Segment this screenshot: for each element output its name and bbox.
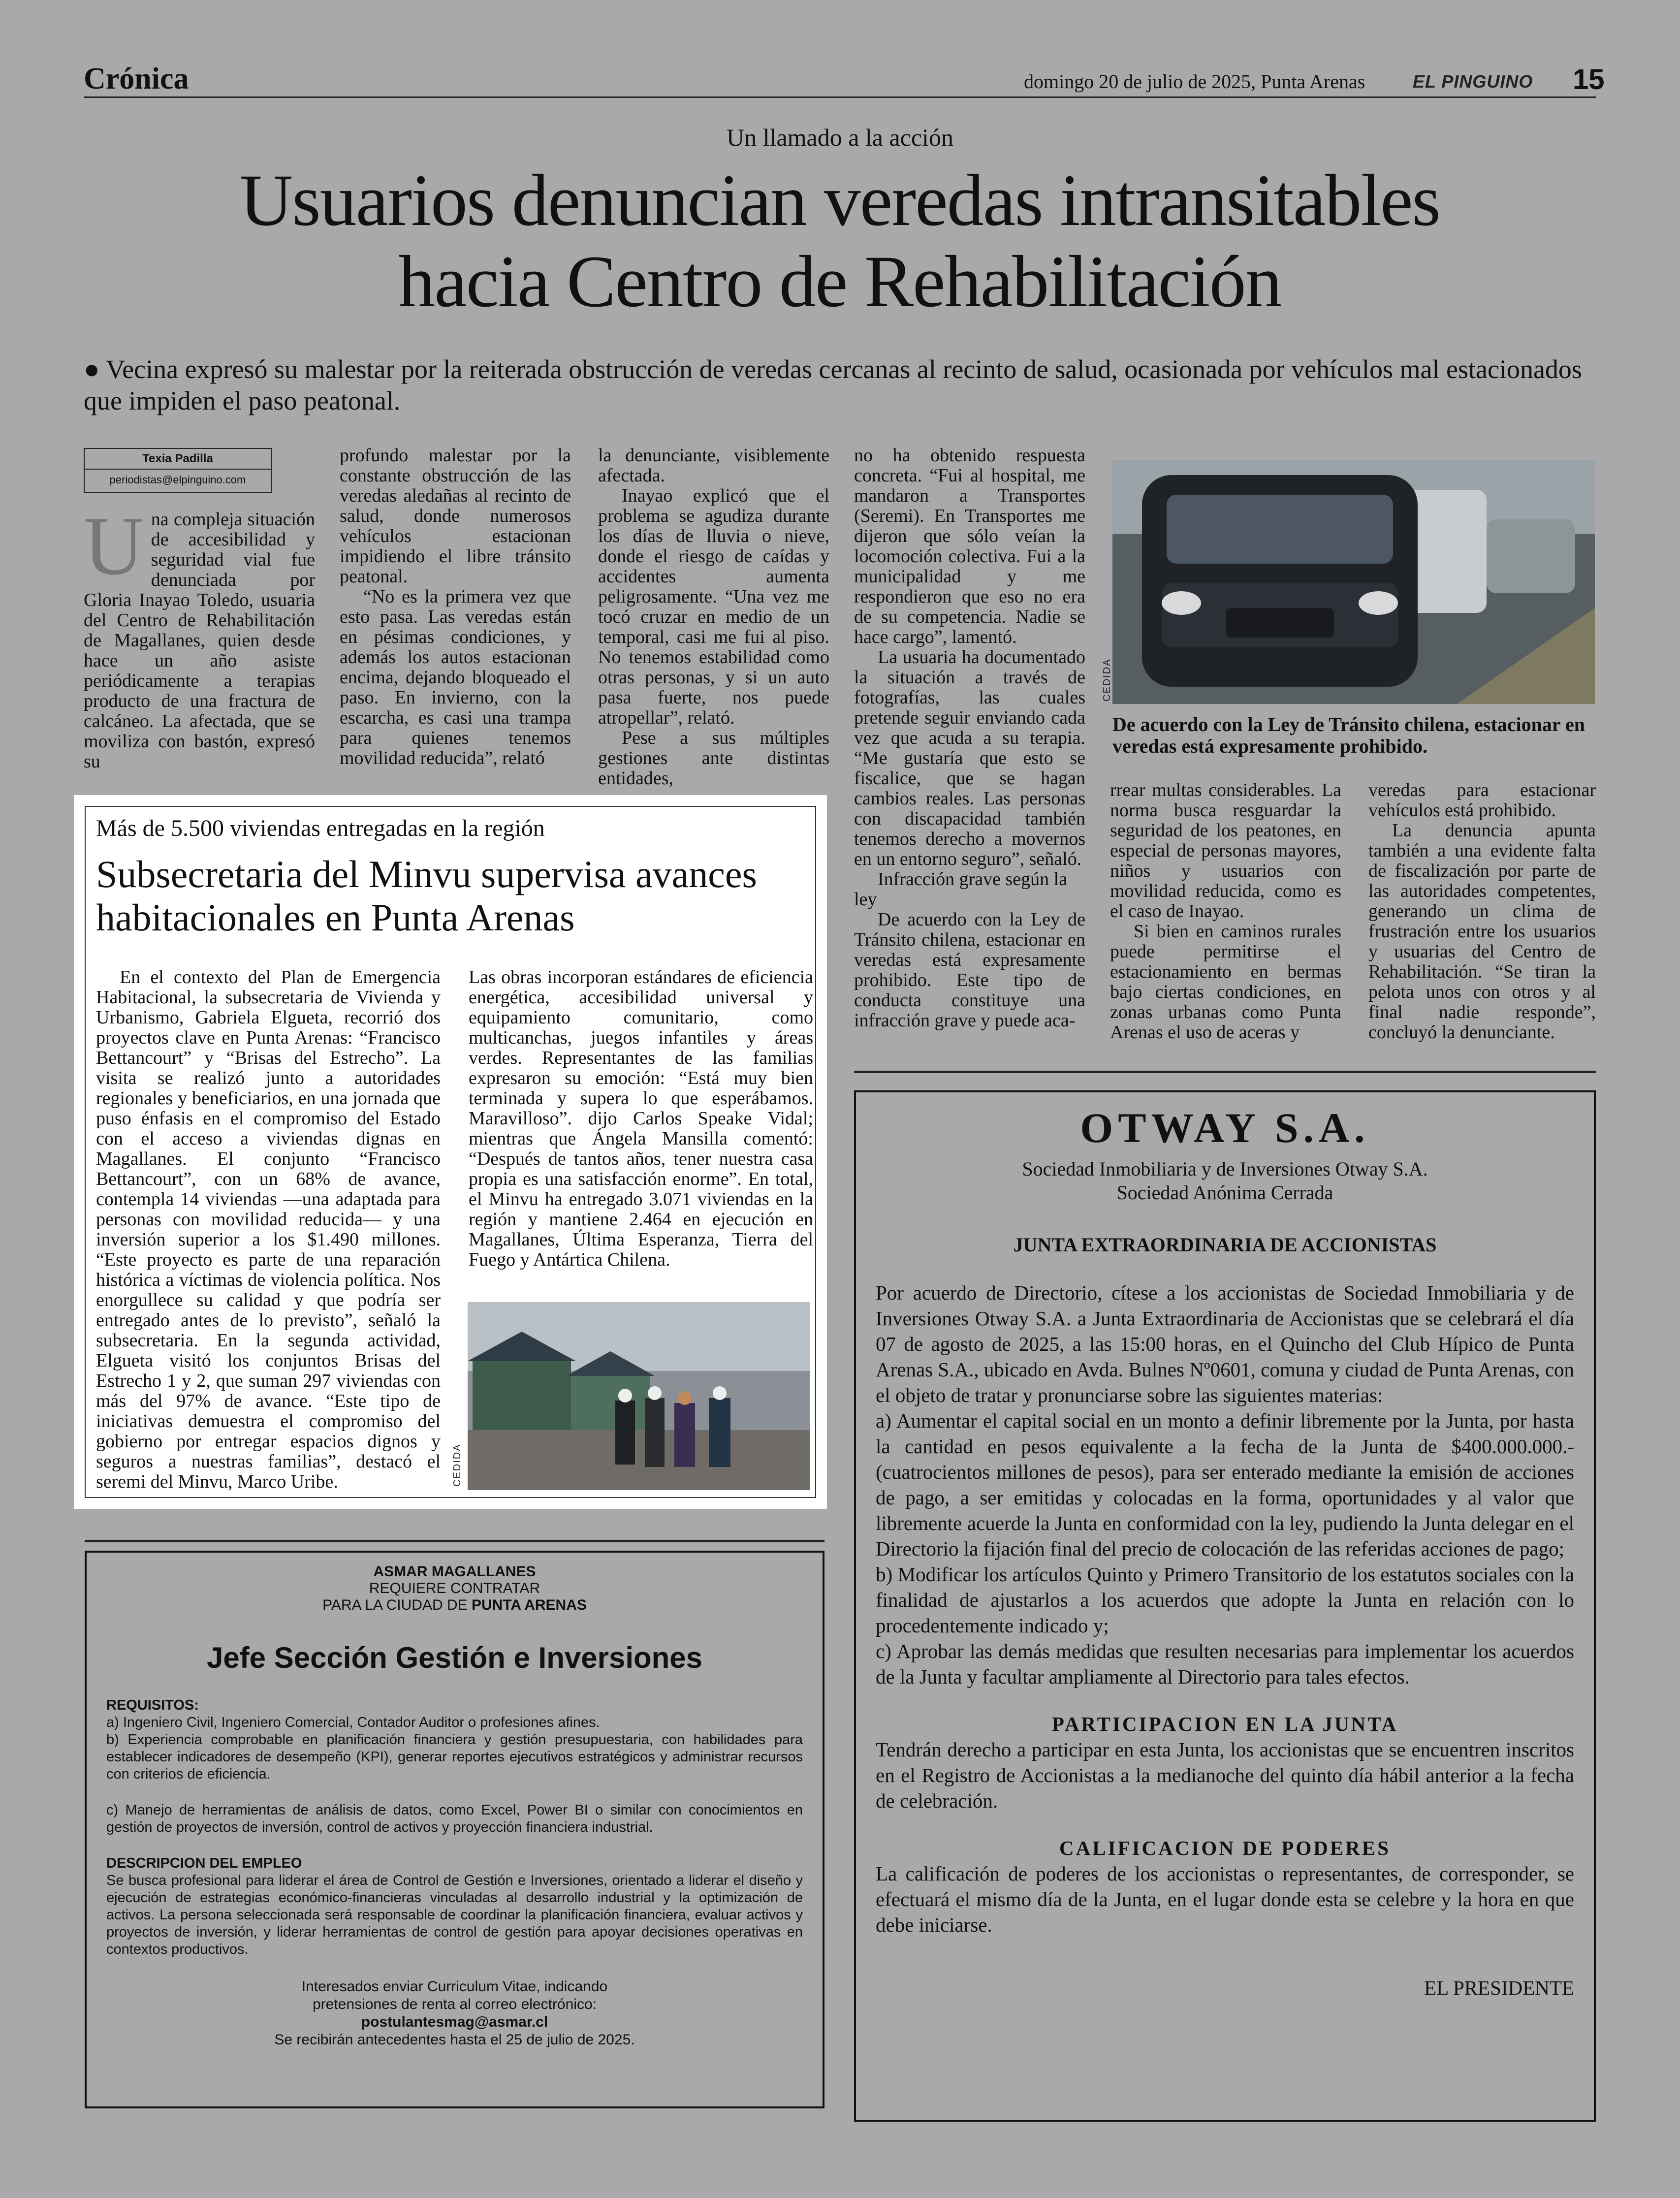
asmar-line-3 — [87, 1597, 823, 1614]
headline — [84, 160, 1596, 322]
byline-email: periodistas@elpinguino.com — [109, 474, 246, 486]
minvu-col-2 — [469, 967, 813, 1270]
asmar-req-c: c) Manejo de herramientas de análisis de datos, como Excel, Power BI o similar con conocimientos en gestión de proyectos de inversión, control de activos y proyección financiera industrial. — [106, 1802, 803, 1835]
asmar-ad — [85, 1551, 824, 2108]
otway-sub-1: Sociedad Inmobiliaria y de Inversiones Otway S.A. — [1022, 1158, 1428, 1180]
asmar-desc: Se busca profesional para liderar el área de Control de Gestión e Inversiones, orientado a liderar el diseño y ejecución de estrategias económico-financieras vinculadas al desarrollo industrial y la optimización de activos. La persona seleccionada será responsable de coordinar la planificación financiera, evaluar activos y proyectos de inversión, y liderar herramientas de control de gestión para apoyar decisiones operativas en contextos productivos. — [106, 1873, 803, 1957]
drop-cap: U — [84, 500, 144, 592]
col6-para-2: La denuncia apunta también a una evidente falta de fiscalización por parte de las autoridades competentes, generando un clima de frustración entre los usuarios y usuarias del Centro de Rehabilitación. “Se tiran la pelota unos con otros y al final nadie responde”, concluyó la denunciante. — [1368, 820, 1596, 1043]
otway-heading-powers: CALIFICACION DE PODERES — [1059, 1837, 1391, 1859]
col5-para-1: rrear multas considerables. La norma busca resguardar la seguridad de los peatones, en especial de personas mayores, niños y usuarios con movilidad reducida, como es el caso de Inayao. — [1110, 780, 1341, 922]
article-col-6 — [1368, 780, 1596, 1043]
otway-signature: EL PRESIDENTE — [1424, 1976, 1574, 1999]
otway-ad — [854, 1090, 1596, 2122]
page-number: 15 — [1573, 64, 1605, 96]
otway-para-participation: Tendrán derecho a participar en esta Junta, los accionistas que se encuentren inscritos en el Registro de Accionistas a la medianoche del quinto día hábil anterior a la fecha de celebración. — [876, 1738, 1574, 1812]
headline-line-2: hacia Centro de Rehabilitación — [398, 241, 1281, 322]
col3-para-2: Inayao explicó que el problema se agudiza durante los días de lluvia o nieve, donde el riesgo de caídas y accidentes aumenta peligrosamente. “Una vez me tocó cruzar en medio de un temporal, casi me fui al piso. No tenemos estabilidad como otras personas, y si un auto pasa fuerte, nos puede atropellar”, relató. — [598, 485, 829, 728]
asmar-position: Jefe Sección Gestión e Inversiones — [206, 1641, 703, 1674]
col4-para-2: La usuaria ha documentado la situación a través de fotografías, las cuales pretende seguir enviando cada vez que acuda a su terapia. “Me gustaría que esto se fiscalice, que se hagan cambios reales. Las personas con discapacidad también tenemos derecho a movernos en un entorno seguro”, señaló. — [854, 647, 1085, 869]
byline — [84, 448, 272, 493]
asmar-company: ASMAR MAGALLANES — [373, 1563, 536, 1580]
paper-logo: EL PINGUINO — [1413, 71, 1533, 92]
otway-meeting: JUNTA EXTRAORDINARIA DE ACCIONISTAS — [1013, 1234, 1437, 1256]
article-col-4 — [854, 446, 1085, 1031]
asmar-desc-title: DESCRIPCION DEL EMPLEO — [106, 1855, 302, 1871]
lead — [84, 353, 1596, 416]
col5-para-2: Si bien en caminos rurales puede permitirse el estacionamiento en bermas bajo ciertas condiciones, en zonas urbanas como Punta Arenas el uso de aceras y — [1110, 921, 1341, 1043]
section-label: Crónica — [84, 62, 189, 96]
byline-name: Texia Padilla — [85, 449, 271, 470]
otway-sub-2: Sociedad Anónima Cerrada — [1116, 1181, 1333, 1204]
minvu-title — [96, 853, 805, 939]
otway-para-2: a) Aumentar el capital social en un monto a definir libremente por la Junta, por hasta la cantidad en pesos equivalente a la fecha de la Junta de $400.000.000.- (cuatrocientos millones de pesos), para ser enterado mediante la emisión de acciones de pago, a ser emitidas y colocadas en la forma, oportunidades y al valor que libremente acuerde la Junta en conformidad con la ley, pudiendo la Junta delegar en el Directorio la fijación final del precio de colocación de las referidas acciones de pago; — [876, 1409, 1574, 1560]
kicker: Un llamado a la acción — [727, 124, 953, 151]
asmar-req-title: REQUISITOS: — [106, 1697, 199, 1713]
photo-credit: CEDIDA — [1102, 658, 1112, 701]
col6-para-1: veredas para estacionar vehículos está prohibido. — [1368, 780, 1596, 821]
article-col-1 — [84, 500, 315, 772]
otway-para-powers: La calificación de poderes de los accionistas o representantes, de corresponder, se efectuará el mismo día de la Junta, en el lugar donde esta se celebre y la hora en que debe iniciarse. — [876, 1862, 1574, 1936]
asmar-contact-2: pretensiones de renta al correo electrónico: — [312, 1996, 597, 2012]
lead-text: Vecina expresó su malestar por la reiterada obstrucción de veredas cercanas al recinto de salud, ocasionada por vehículos mal estacionados que impiden el paso peatonal. — [84, 354, 1582, 415]
otway-top-rule — [854, 1071, 1596, 1073]
asmar-req-b: b) Experiencia comprobable en planificación financiera y gestión presupuestaria, con habilidades para establecer indicadores de desempeño (KPI), generar reportes ejecutivos estratégicos y administrar recursos con criterios de eficiencia. — [106, 1732, 803, 1782]
asmar-contact — [87, 1978, 823, 2049]
minvu-title-line-1: Subsecretaria del Minvu supervisa avances — [96, 853, 757, 895]
asmar-deadline: Se recibirán antecedentes hasta el 25 de julio de 2025. — [274, 2032, 635, 2048]
housing-visit-illustration — [468, 1302, 810, 1490]
minvu-col1-text: En el contexto del Plan de Emergencia Habitacional, la subsecretaria de Vivienda y Urbanismo, Gabriela Elgueta, recorrió dos proyectos clave en Punta Arenas: “Francisco Bettancourt” y “Brisas del Estrecho”. La visita se realizó junto a autoridades regionales y beneficiarios, en una jornada que puso énfasis en el compromiso del Estado con el acceso a viviendas dignas en Magallanes. El conjunto “Francisco Bettancourt”, con un 68% de avance, contempla 14 viviendas —una adaptada para personas con movilidad reducida— y una inversión superior a los $1.490 millones. “Este proyecto es parte de una reparación histórica a víctimas de violencia política. Nos enorgullece su calidad y que podría ser entregado antes de lo previsto”, señaló la subsecretaria. En la segunda actividad, Elgueta visitó los conjuntos Brisas del Estrecho 1 y 2, que suman 297 viviendas con más del 97% de avance. “Este tipo de iniciativas demuestra el compromiso del gobierno por entregar espacios dignos y seguros a nuestras familias”, destacó el seremi del Minvu, Marco Uribe. — [96, 967, 441, 1492]
col3-para-3: Pese a sus múltiples gestiones ante distintas entidades, — [598, 728, 829, 789]
col4-para-1: no ha obtenido respuesta concreta. “Fui al hospital, me mandaron a Transportes (Seremi). En Transportes me dijeron que sólo veían la locomoción colectiva. Fui a la municipalidad y me respondieron que eso no era de su competencia. Nadie se hace cargo”, lamentó. — [854, 445, 1085, 647]
article-col-5 — [1110, 780, 1341, 1043]
asmar-contact-1: Interesados enviar Curriculum Vitae, indicando — [301, 1978, 608, 1995]
col3-para-1: la denunciante, visiblemente afectada. — [598, 445, 829, 486]
header-date: domingo 20 de julio de 2025, Punta Arenas — [1024, 70, 1365, 93]
otway-para-1: Por acuerdo de Directorio, cítese a los accionistas de Sociedad Inmobiliaria y de Inversiones Otway S.A. a Junta Extraordinaria de Accionistas que se celebrará el día 07 de agosto de 2025, a las 15:00 horas, en el Quincho del Club Hípico de Punta Arenas S.A., ubicado en Avda. Bulnes Nº0601, comuna y ciudad de Punta Arenas, con el objeto de tratar y pronunciarse sobre las siguientes materias: — [876, 1281, 1574, 1406]
asmar-line-2: REQUIERE CONTRATAR — [369, 1580, 540, 1596]
asmar-body — [106, 1697, 803, 1958]
asmar-city-prefix: PARA LA CIUDAD DE — [322, 1597, 472, 1613]
otway-body — [876, 1280, 1574, 1938]
col4-para-3: De acuerdo con la Ley de Tránsito chilena, estacionar en veredas está expresamente prohibido. Este tipo de conducta constituye una infracción grave y puede aca- — [854, 909, 1085, 1031]
asmar-req-a: a) Ingeniero Civil, Ingeniero Comercial, Contador Auditor o profesiones afines. — [106, 1715, 600, 1730]
minvu-photo-credit: CEDIDA — [452, 1443, 463, 1487]
parked-car-illustration — [1112, 460, 1595, 704]
otway-para-4: c) Aprobar las demás medidas que resulten necesarias para implementar los acuerdos de la Junta y facultar ampliamente al Directorio para tales efectos. — [876, 1640, 1574, 1688]
otway-title: OTWAY S.A. — [1080, 1104, 1370, 1151]
otway-heading-participation: PARTICIPACION EN LA JUNTA — [1051, 1713, 1398, 1735]
minvu-kicker: Más de 5.500 viviendas entregadas en la región — [96, 815, 545, 841]
photo-caption: De acuerdo con la Ley de Tránsito chilena, estacionar en veredas está expresamente prohibido. — [1112, 713, 1585, 757]
minvu-col2-text: Las obras incorporan estándares de eficiencia energética, accesibilidad universal y equipamiento comunitario, como multicanchas, juegos infantiles y áreas verdes. Representantes de las familias expresaron su emoción: “Está muy bien terminada y supera lo que esperábamos. Maravilloso”. dijo Carlos Speake Vidal; mientras que Ángela Mansilla comentó: “Después de tantos años, tener nuestra casa propia es una satisfacción enorme”. En total, el Minvu ha entregado 3.071 viviendas en la región y mantiene 2.464 en ejecución en Magallanes, Última Esperanza, Tierra del Fuego y Antártica Chilena. — [469, 967, 813, 1270]
headline-line-1: Usuarios denuncian veredas intransitables — [239, 159, 1440, 241]
otway-para-3: b) Modificar los artículos Quinto y Primero Transitorio de los estatutos sociales con la finalidad de ajustarlos a los acuerdos que adopte la Junta en relación con lo procedentemente indicado y; — [876, 1563, 1574, 1637]
bullet-icon: ● — [84, 354, 100, 384]
minvu-photo — [468, 1302, 810, 1490]
col4-subhead: Infracción grave según la ley — [854, 869, 1068, 910]
col2-para-1: profundo malestar por la constante obstrucción de las veredas aledañas al recinto de salud, donde numerosos vehículos estacionan impidiendo el libre tránsito peatonal. — [340, 445, 571, 587]
article-col-3 — [598, 446, 829, 789]
header-rule — [84, 96, 1596, 98]
asmar-city: PUNTA ARENAS — [471, 1597, 587, 1613]
minvu-title-line-2: habitacionales en Punta Arenas — [96, 896, 575, 939]
minvu-col-1 — [96, 967, 441, 1492]
article-col-2 — [340, 446, 571, 768]
col1-text: na compleja situación de accesibilidad y seguridad vial fue denunciada por Gloria Inayao Toledo, usuaria del Centro de Rehabilitación de Magallanes, quien desde hace un año asiste periódicamente a terapias producto de una fractura de calcáneo. La afectada, que se moviliza con bastón, expresó su — [84, 509, 315, 772]
asmar-email[interactable]: postulantesmag@asmar.cl — [361, 2014, 548, 2030]
asmar-top-rule — [85, 1540, 824, 1542]
parked-car-photo — [1102, 460, 1595, 704]
col2-para-2: “No es la primera vez que esto pasa. Las veredas están en pésimas condiciones, y además los autos estacionan encima, dejando bloqueado el paso. En invierno, con la escarcha, es casi una trampa para quienes tenemos movilidad reducida”, relató — [340, 586, 571, 768]
